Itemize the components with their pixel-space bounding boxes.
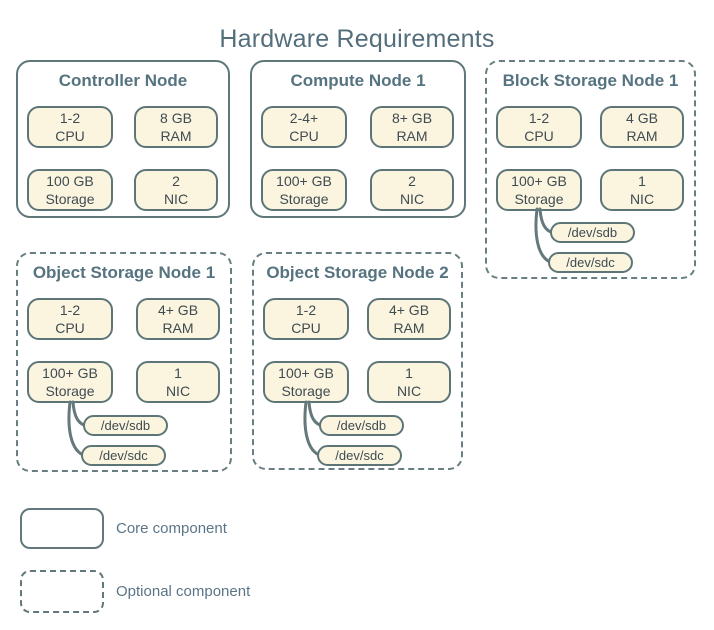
node-compute-1	[250, 60, 466, 218]
legend-label-optional: Optional component	[116, 583, 251, 600]
spec-value: 100+ GB	[511, 173, 567, 189]
spec-box-ram	[134, 106, 218, 148]
spec-label: RAM	[626, 128, 658, 144]
spec-label: NIC	[396, 383, 422, 399]
spec-box-storage	[27, 361, 113, 403]
spec-value: 8 GB	[160, 110, 192, 126]
device-pill	[550, 222, 635, 243]
device-pill	[317, 445, 402, 466]
spec-label: CPU	[524, 128, 554, 144]
device-label: /dev/sdb	[336, 418, 387, 433]
device-pill	[83, 415, 168, 436]
spec-label: Storage	[45, 383, 95, 399]
spec-value: 100+ GB	[42, 365, 98, 381]
device-label: /dev/sdb	[100, 418, 151, 433]
spec-value: 100+ GB	[276, 173, 332, 189]
spec-label: RAM	[396, 128, 428, 144]
spec-box-ram	[370, 106, 454, 148]
spec-value: 1-2	[59, 302, 81, 318]
spec-value: 4+ GB	[388, 302, 430, 318]
spec-label: NIC	[629, 191, 655, 207]
spec-value: 2-4+	[289, 110, 319, 126]
spec-box-storage	[263, 361, 349, 403]
spec-box-nic	[370, 169, 454, 211]
spec-value: 1-2	[528, 110, 550, 126]
legend-label-core: Core component	[116, 520, 227, 537]
node-title: Controller Node	[58, 71, 188, 90]
spec-label: CPU	[55, 320, 85, 336]
spec-label: Storage	[45, 191, 95, 207]
device-label: /dev/sdc	[566, 255, 615, 270]
spec-box-ram	[136, 298, 220, 340]
spec-label: CPU	[289, 128, 319, 144]
spec-label: NIC	[165, 383, 191, 399]
spec-label: Storage	[281, 383, 331, 399]
spec-box-storage	[27, 169, 113, 211]
spec-label: CPU	[291, 320, 321, 336]
spec-box-ram	[367, 298, 451, 340]
spec-label: CPU	[55, 128, 85, 144]
spec-value: 100 GB	[46, 173, 94, 189]
node-object-storage-2	[252, 252, 463, 470]
spec-value: 2	[408, 173, 416, 189]
spec-box-cpu	[496, 106, 582, 148]
spec-label: RAM	[162, 320, 194, 336]
spec-label: Storage	[279, 191, 329, 207]
node-object-storage-1	[16, 252, 232, 472]
node-title: Compute Node 1	[290, 71, 426, 90]
device-pill	[548, 252, 633, 273]
spec-box-cpu	[27, 106, 113, 148]
spec-label: Storage	[514, 191, 564, 207]
spec-box-nic	[600, 169, 684, 211]
spec-value: 8+ GB	[391, 110, 433, 126]
spec-box-storage	[496, 169, 582, 211]
node-title: Object Storage Node 2	[266, 263, 449, 282]
spec-label: NIC	[399, 191, 425, 207]
spec-value: 1	[638, 173, 646, 189]
spec-value: 100+ GB	[278, 365, 334, 381]
spec-label: NIC	[163, 191, 189, 207]
node-block-storage-1	[485, 60, 696, 279]
device-label: /dev/sdc	[335, 448, 384, 463]
spec-label: RAM	[160, 128, 192, 144]
device-pill	[81, 445, 166, 466]
spec-value: 4 GB	[626, 110, 658, 126]
core-component-swatch	[20, 508, 104, 549]
optional-component-swatch	[20, 570, 104, 613]
spec-value: 1-2	[295, 302, 317, 318]
spec-value: 1	[174, 365, 182, 381]
spec-box-cpu	[27, 298, 113, 340]
spec-label: RAM	[393, 320, 425, 336]
spec-box-nic	[367, 361, 451, 403]
spec-box-cpu	[261, 106, 347, 148]
device-label: /dev/sdc	[99, 448, 148, 463]
node-controller	[16, 60, 230, 218]
node-title: Block Storage Node 1	[502, 71, 679, 90]
diagram-title: Hardware Requirements	[219, 25, 495, 53]
spec-value: 4+ GB	[157, 302, 199, 318]
spec-box-cpu	[263, 298, 349, 340]
device-pill	[319, 415, 404, 436]
node-title: Object Storage Node 1	[32, 263, 216, 282]
device-label: /dev/sdb	[567, 225, 618, 240]
spec-value: 1-2	[59, 110, 81, 126]
spec-box-ram	[600, 106, 684, 148]
spec-value: 1	[405, 365, 413, 381]
spec-box-storage	[261, 169, 347, 211]
spec-value: 2	[172, 173, 180, 189]
spec-box-nic	[134, 169, 218, 211]
spec-box-nic	[136, 361, 220, 403]
